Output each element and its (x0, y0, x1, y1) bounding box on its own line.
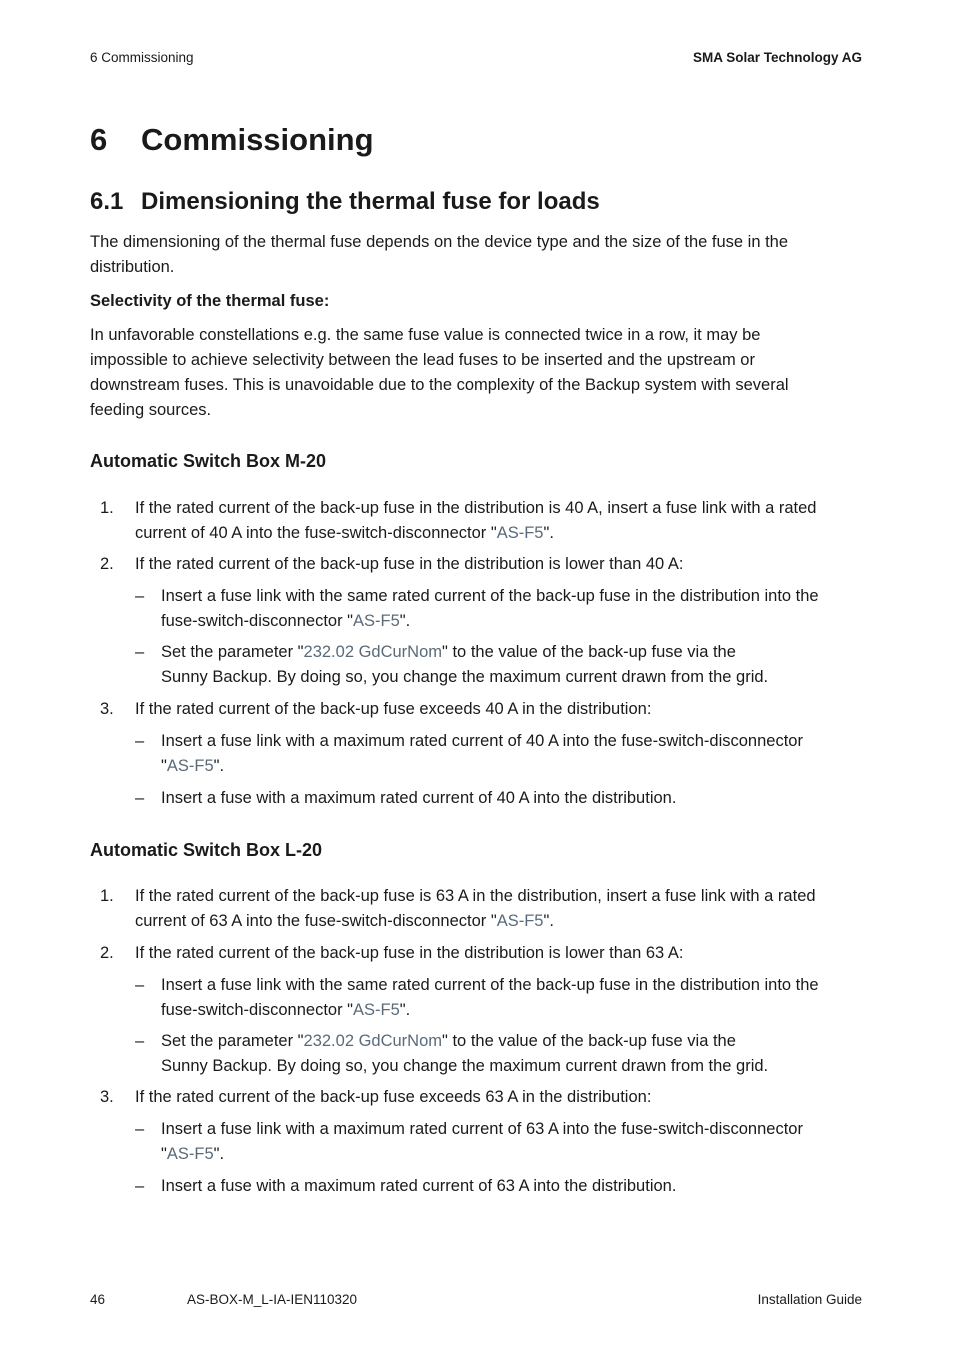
document-type: Installation Guide (757, 1292, 862, 1307)
section-title-text: Dimensioning the thermal fuse for loads (141, 188, 600, 215)
list-item-line: If the rated current of the back-up fuse exceeds 63 A in the distribution: (135, 1088, 652, 1106)
sub-item-text: fuse-switch-disconnector (161, 612, 348, 630)
selectivity-heading: Selectivity of the thermal fuse: (90, 292, 330, 310)
dash-bullet: – (135, 789, 145, 807)
list-item-line: If the rated current of the back-up fuse in the distribution is 40 A, insert a fuse link with a rated (135, 499, 817, 517)
list-item-line (135, 521, 554, 546)
chapter-title (90, 122, 374, 158)
list-number: 3. (100, 1088, 114, 1106)
sub-item-text: " to the value of the back-up fuse via the (442, 643, 736, 661)
quote: ". (543, 912, 554, 930)
sub-item-line: Sunny Backup. By doing so, you change the maximum current drawn from the grid. (161, 1057, 769, 1075)
list-item-line (135, 909, 554, 934)
sub-item-text: fuse-switch-disconnector (161, 1001, 348, 1019)
page-number: 46 (90, 1292, 106, 1307)
dash-bullet: – (135, 1032, 145, 1050)
sub-item-line (161, 754, 224, 779)
list-number: 3. (100, 700, 114, 718)
list-item-line: If the rated current of the back-up fuse exceeds 40 A in the distribution: (135, 700, 652, 718)
dash-bullet: – (135, 1120, 145, 1138)
list-item-line: If the rated current of the back-up fuse is 63 A in the distribution, insert a fuse link with a rated (135, 887, 816, 905)
sub-item-line: Insert a fuse link with a maximum rated current of 40 A into the fuse-switch-disconnector (161, 732, 803, 750)
list-item-line: If the rated current of the back-up fuse in the distribution is lower than 63 A: (135, 944, 684, 962)
sub-item-line: Sunny Backup. By doing so, you change the maximum current drawn from the grid. (161, 668, 769, 686)
sub-item-line (161, 1142, 224, 1167)
intro-paragraph-line: The dimensioning of the thermal fuse depends on the device type and the size of the fuse in the (90, 233, 789, 251)
list-number: 1. (100, 499, 114, 517)
fuse-reference: AS-F5 (353, 1001, 400, 1019)
selectivity-paragraph-line: downstream fuses. This is unavoidable due to the complexity of the Backup system with several (90, 376, 789, 394)
quote: ". (399, 612, 411, 630)
sub-item-line: Insert a fuse link with a maximum rated current of 63 A into the fuse-switch-disconnector (161, 1120, 803, 1138)
fuse-reference: AS-F5 (496, 912, 544, 930)
list-number: 1. (100, 887, 114, 905)
chapter-title-text: Commissioning (141, 122, 374, 157)
quote: ". (213, 1145, 225, 1163)
dash-bullet: – (135, 587, 145, 605)
sub-item-line: Insert a fuse with a maximum rated current of 40 A into the distribution. (161, 789, 677, 807)
sub-item-text: " to the value of the back-up fuse via the (442, 1032, 736, 1050)
list-item-line: If the rated current of the back-up fuse in the distribution is lower than 40 A: (135, 555, 684, 573)
quote: " (347, 612, 354, 630)
subsection-heading-l20: Automatic Switch Box L-20 (90, 840, 323, 860)
dash-bullet: – (135, 976, 145, 994)
quote: " (297, 1032, 304, 1050)
section-title (90, 188, 600, 216)
quote: ". (399, 1001, 411, 1019)
sub-item-line: Insert a fuse link with the same rated current of the back-up fuse in the distribution into the (161, 976, 819, 994)
sub-item-line: Insert a fuse link with the same rated current of the back-up fuse in the distribution into the (161, 587, 819, 605)
selectivity-paragraph-line: feeding sources. (90, 401, 212, 419)
list-item-text: current of 63 A into the fuse-switch-disconnector (135, 912, 491, 930)
sub-item-text: Set the parameter (161, 1032, 298, 1050)
quote: " (297, 643, 304, 661)
fuse-reference: AS-F5 (166, 1145, 214, 1163)
parameter-reference: 232.02 GdCurNom (303, 643, 443, 661)
quote: ". (213, 757, 225, 775)
selectivity-paragraph-line: impossible to achieve selectivity between the lead fuses to be inserted and the upstream or (90, 351, 755, 369)
document-id: AS-BOX-M_L-IA-IEN110320 (187, 1292, 358, 1307)
chapter-number: 6 (90, 122, 108, 157)
parameter-reference: 232.02 GdCurNom (303, 1032, 443, 1050)
running-header-company: SMA Solar Technology AG (692, 50, 862, 65)
fuse-reference: AS-F5 (353, 612, 400, 630)
subsection-heading-m20: Automatic Switch Box M-20 (90, 451, 327, 471)
section-number: 6.1 (90, 188, 124, 215)
selectivity-paragraph-line: In unfavorable constellations e.g. the same fuse value is connected twice in a row, it may be (90, 326, 761, 344)
fuse-reference: AS-F5 (496, 524, 544, 542)
sub-item-line (161, 1029, 736, 1054)
quote: ". (543, 524, 554, 542)
intro-paragraph-line: distribution. (90, 258, 175, 276)
quote: " (161, 757, 167, 775)
running-header-section: 6 Commissioning (90, 50, 194, 65)
dash-bullet: – (135, 1177, 145, 1195)
quote: " (490, 524, 497, 542)
dash-bullet: – (135, 732, 145, 750)
quote: " (161, 1145, 167, 1163)
sub-item-line (161, 609, 410, 634)
sub-item-text: Set the parameter (161, 643, 298, 661)
list-number: 2. (100, 555, 114, 573)
dash-bullet: – (135, 643, 145, 661)
sub-item-line (161, 998, 410, 1023)
list-number: 2. (100, 944, 114, 962)
sub-item-line (161, 640, 736, 665)
fuse-reference: AS-F5 (166, 757, 214, 775)
quote: " (347, 1001, 354, 1019)
list-item-text: current of 40 A into the fuse-switch-disconnector (135, 524, 491, 542)
sub-item-line: Insert a fuse with a maximum rated current of 63 A into the distribution. (161, 1177, 677, 1195)
quote: " (490, 912, 497, 930)
